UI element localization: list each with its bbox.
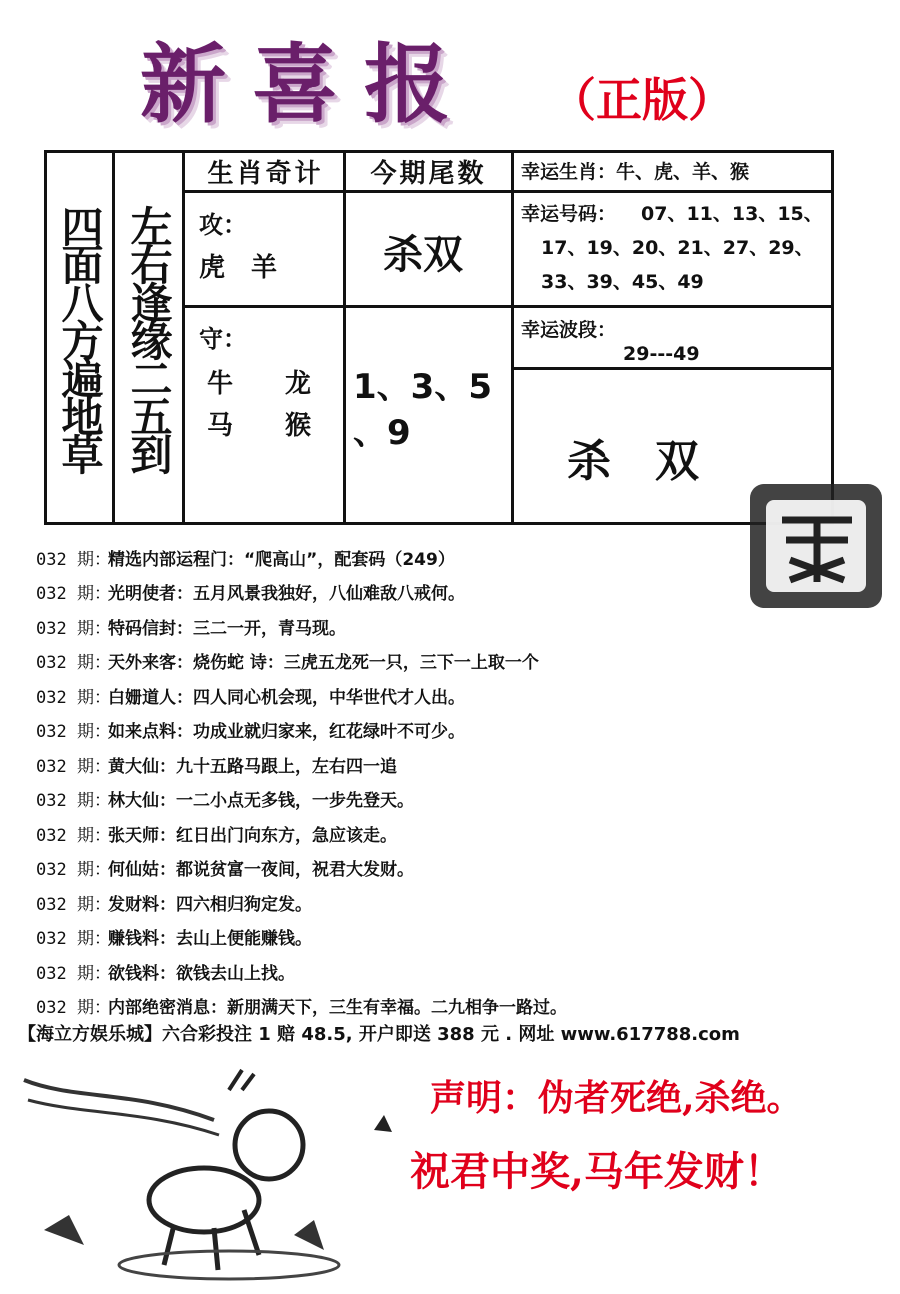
period: 032 期： [36, 549, 111, 570]
content: 新朋满天下，三生有幸福。二九相争一路过。 [227, 998, 567, 1019]
left-slogan-column-2 [115, 153, 185, 522]
period: 032 期： [36, 756, 111, 777]
list-item [36, 713, 816, 748]
tail-kill: 杀双 [383, 231, 463, 278]
zodiac-header: 生肖奇计 [207, 159, 324, 189]
divider [513, 305, 831, 308]
list-item [36, 678, 816, 713]
content: 一二小点无多钱，一步先登天。 [176, 791, 414, 812]
list-item [36, 540, 816, 575]
speaker: 林大仙： [108, 791, 176, 812]
content: 三二一开，青马现。 [193, 618, 346, 639]
speaker: 天外来客： [108, 653, 193, 674]
masthead-title: 新喜报 [140, 34, 476, 135]
content: 九十五路马跟上，左右四一追 [176, 756, 397, 777]
tail-header: 今期尾数 [370, 159, 487, 189]
divider [343, 153, 346, 525]
period: 032 期： [36, 929, 111, 950]
speaker: 何仙姑： [108, 860, 176, 881]
lucky-numbers-1: 07、11、13、15、 [641, 203, 823, 225]
list-item [36, 885, 816, 920]
divider [513, 190, 831, 193]
speaker: 欲钱料： [108, 963, 176, 984]
list-item [36, 609, 816, 644]
left-slogan-column [47, 153, 115, 522]
lucky-zodiac: 幸运生肖：牛、虎、羊、猴 [521, 161, 750, 183]
wish: 祝君中奖,马年发财！ [410, 1148, 784, 1195]
speaker: 内部绝密消息： [108, 998, 227, 1019]
period: 032 期： [36, 860, 111, 881]
lucky-numbers-3: 33、39、45、49 [541, 271, 704, 293]
lucky-numbers-label: 幸运号码： [521, 203, 617, 225]
lucky-kill: 杀 双 [567, 436, 699, 487]
content: 功成业就归家来，红花绿叶不可少。 [193, 722, 465, 743]
content: 四人同心机会现，中华世代才人出。 [193, 687, 465, 708]
content: 五月风景我独好，八仙难敌八戒何。 [193, 584, 465, 605]
speaker: 如来点料： [108, 722, 193, 743]
period: 032 期： [36, 653, 111, 674]
list-item [36, 920, 816, 955]
tail-numbers-1: 1、3、5 [353, 367, 492, 407]
lucky-numbers-2: 17、19、20、21、27、29、 [541, 237, 814, 259]
list-item [36, 644, 816, 679]
period: 032 期： [36, 584, 111, 605]
period: 032 期： [36, 998, 111, 1019]
divider [511, 153, 514, 525]
attack-animals: 虎 羊 [199, 253, 278, 283]
slogan-1: 四面八方遍地草 [55, 204, 105, 471]
speaker: 特码信封： [108, 618, 193, 639]
wave-value: 29---49 [623, 343, 700, 365]
defend-row-2: 马 猴 [207, 411, 312, 441]
list-item [36, 575, 816, 610]
content: 欲钱去山上找。 [176, 963, 295, 984]
wave-label: 幸运波段： [521, 319, 617, 341]
period: 032 期： [36, 791, 111, 812]
period: 032 期： [36, 687, 111, 708]
attack-label: 攻： [199, 211, 247, 239]
period: 032 期： [36, 618, 111, 639]
list-item [36, 954, 816, 989]
list-item [36, 851, 816, 886]
defend-row-1: 牛 龙 [207, 369, 312, 399]
announcement-list [36, 540, 816, 1023]
content: 都说贫富一夜间，祝君大发财。 [176, 860, 414, 881]
divider [185, 305, 513, 308]
speaker: 张天师： [108, 825, 176, 846]
list-item [36, 816, 816, 851]
speaker: 黄大仙： [108, 756, 176, 777]
masthead-edition: （正版） [550, 73, 734, 127]
period: 032 期： [36, 894, 111, 915]
info-grid [44, 150, 834, 525]
speaker: 光明使者： [108, 584, 193, 605]
ad-line: 【海立方娱乐城】六合彩投注 1 赔 48.5, 开户即送 388 元 . 网址 www.617788.com [18, 1024, 740, 1045]
speaker: 白姗道人： [108, 687, 193, 708]
slogan-2: 左右逢缘二五到 [124, 204, 174, 471]
period: 032 期： [36, 963, 111, 984]
content: 四六相归狗定发。 [176, 894, 312, 915]
divider [185, 190, 513, 193]
speaker: 精选内部运程门： [108, 549, 244, 570]
content: 烧伤蛇 诗：三虎五龙死一只，三下一上取一个 [193, 653, 539, 674]
content: 去山上便能赚钱。 [176, 929, 312, 950]
period: 032 期： [36, 722, 111, 743]
list-item [36, 782, 816, 817]
speaker: 发财料： [108, 894, 176, 915]
defend-label: 守： [199, 325, 247, 353]
period: 032 期： [36, 825, 111, 846]
list-item [36, 747, 816, 782]
content: 红日出门向东方，急应该走。 [176, 825, 397, 846]
list-item [36, 989, 816, 1024]
content: “爬高山”，配套码（249） [244, 549, 455, 570]
declaration: 声明：伪者死绝,杀绝。 [430, 1077, 803, 1119]
moon-deer-illustration-icon [14, 1060, 404, 1290]
speaker: 赚钱料： [108, 929, 176, 950]
tail-numbers-2: 、9 [353, 413, 411, 453]
